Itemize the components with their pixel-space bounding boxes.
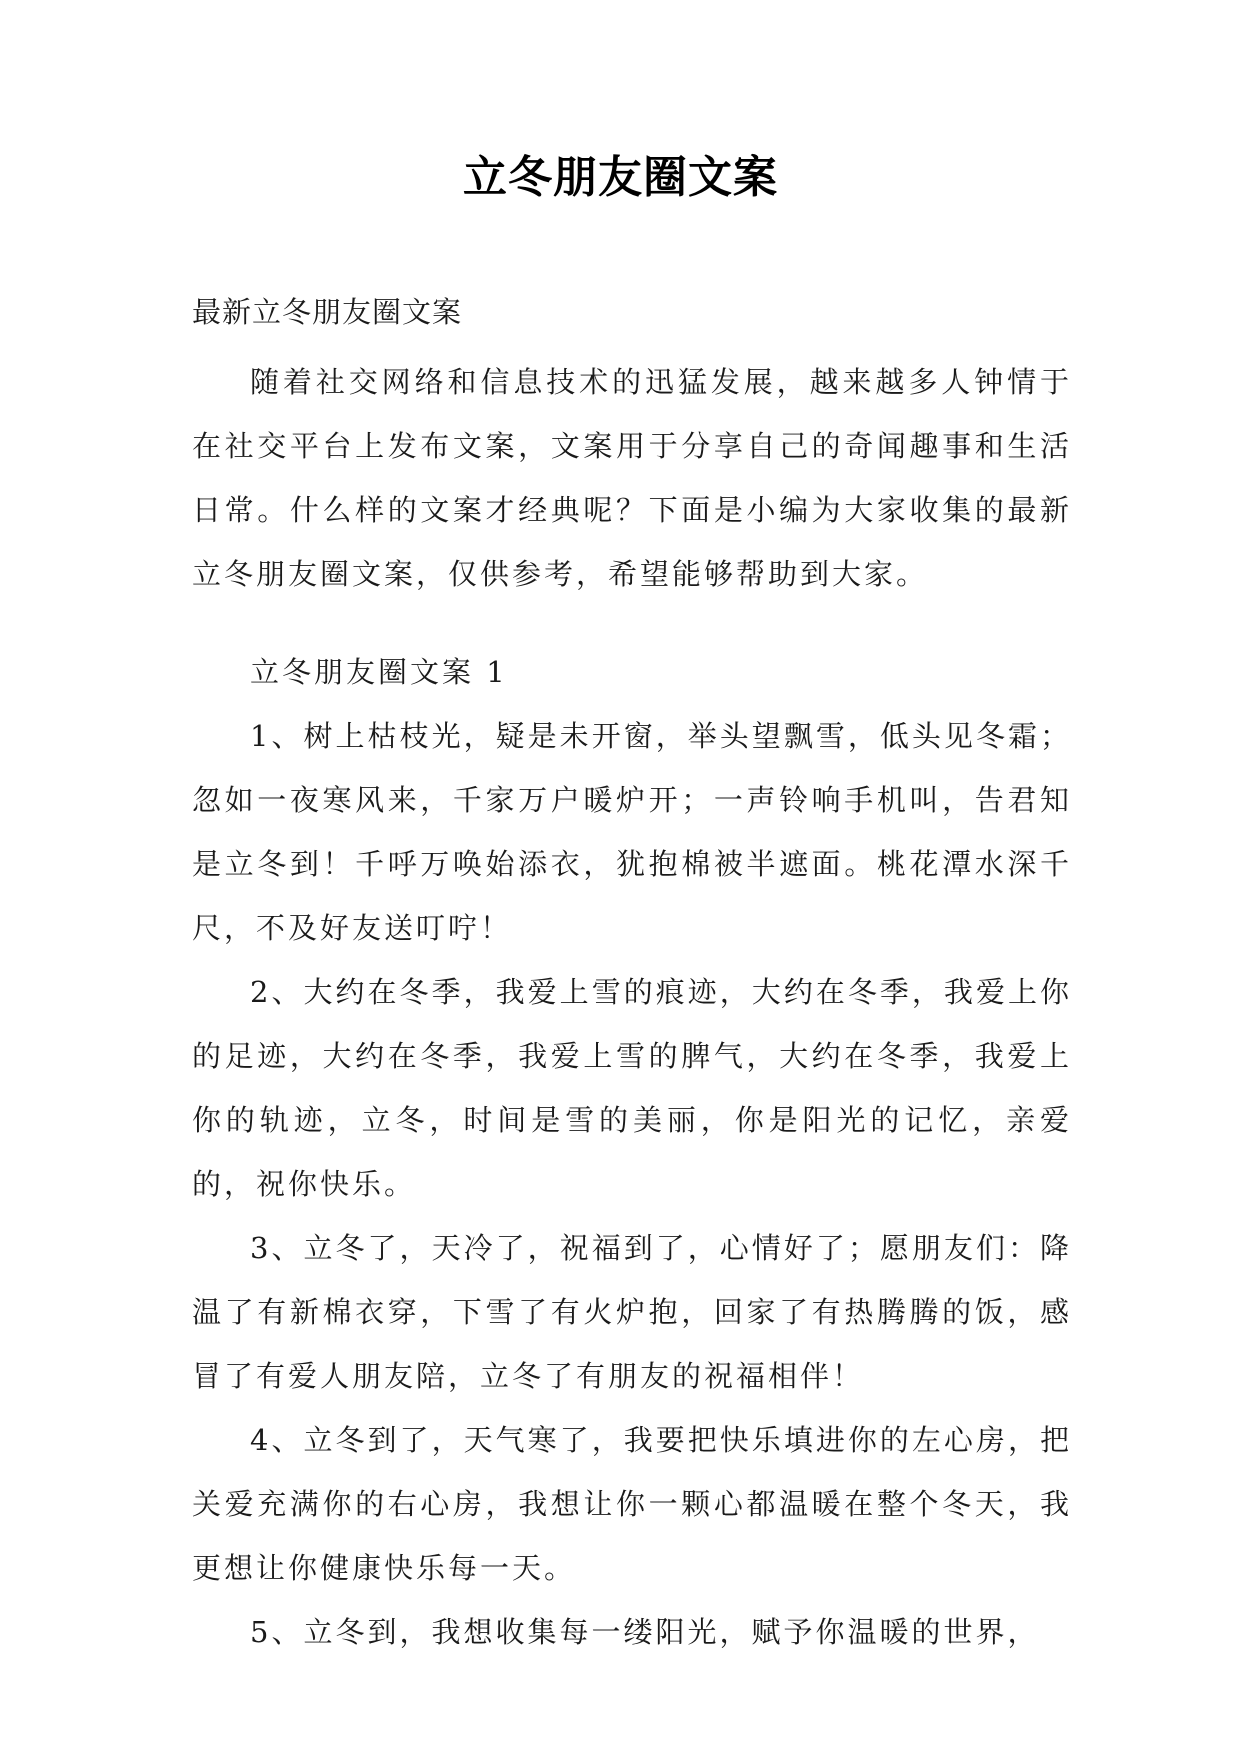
document-subtitle: 最新立冬朋友圈文案 (192, 295, 463, 329)
section-heading: 立冬朋友圈文案 1 (250, 655, 508, 689)
intro-paragraph: 随着社交网络和信息技术的迅猛发展，越来越多人钟情于在社交平台上发布文案，文案用于分享自己的奇闻趣事和生活日常。什么样的文案才经典呢？下面是小编为大家收集的最新立冬朋友圈文案，仅供参考，希望能够帮助到大家。 (192, 365, 1072, 591)
list-item: 1、树上枯枝光，疑是未开窗，举头望飘雪，低头见冬霜；忽如一夜寒风来，千家万户暖炉开；一声铃响手机叫，告君知是立冬到！千呼万唤始添衣，犹抱棉被半遮面。桃花潭水深千尺，不及好友送叮咛！ (192, 719, 1072, 945)
section-block (192, 640, 1072, 1664)
list-item: 5、立冬到，我想收集每一缕阳光，赋予你温暖的世界， (250, 1615, 1040, 1649)
document-title: 立冬朋友圈文案 (463, 152, 778, 203)
list-item: 4、立冬到了，天气寒了，我要把快乐填进你的左心房，把关爱充满你的右心房，我想让你一颗心都温暖在整个冬天，我更想让你健康快乐每一天。 (192, 1423, 1072, 1585)
list-item: 2、大约在冬季，我爱上雪的痕迹，大约在冬季，我爱上你的足迹，大约在冬季，我爱上雪的脾气，大约在冬季，我爱上你的轨迹，立冬，时间是雪的美丽，你是阳光的记忆，亲爱的，祝你快乐。 (192, 975, 1072, 1201)
intro-block (192, 350, 1072, 606)
list-item: 3、立冬了，天冷了，祝福到了，心情好了；愿朋友们：降温了有新棉衣穿，下雪了有火炉抱，回家了有热腾腾的饭，感冒了有爱人朋友陪，立冬了有朋友的祝福相伴！ (192, 1231, 1072, 1393)
